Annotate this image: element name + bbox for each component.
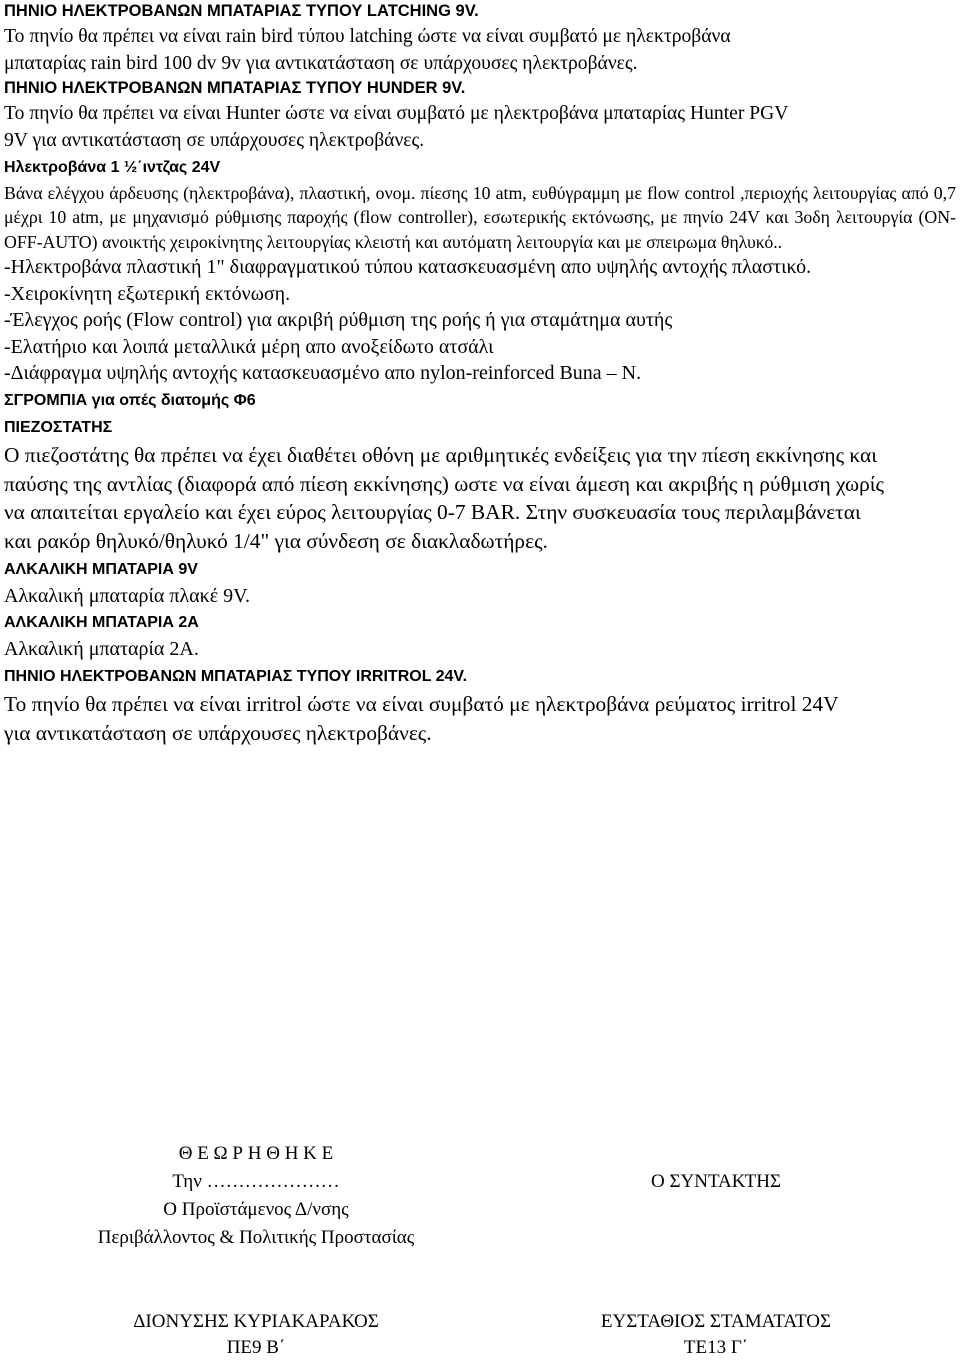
battery-2a-text: Αλκαλική μπαταρία 2A. bbox=[4, 638, 199, 661]
pressostat-line: και ρακόρ θηλυκό/θηλυκό 1/4" για σύνδεση σε διακλαδωτήρες. bbox=[4, 529, 548, 554]
valve-spec-item: -Ελατήριο και λοιπά μεταλλικά μέρη απο ανοξείδωτο ατσάλι bbox=[4, 335, 494, 358]
valve-spec-item: -Διάφραγμα υψηλής αντοχής κατασκευασμένο απο nylon-reinforced Buna – N. bbox=[4, 362, 642, 385]
signature-seen-label: Θ Ε Ω Ρ Η Θ Η Κ Ε bbox=[178, 1143, 334, 1164]
hunter-coil-heading: ΠΗΝΙΟ ΗΛΕΚΤΡΟΒΑΝΩΝ ΜΠΑΤΑΡΙΑΣ ΤΥΠΟΥ HUNDER 9V. bbox=[4, 79, 466, 97]
grommet-heading: ΣΓΡΟΜΠΙΑ για οπές διατομής Φ6 bbox=[4, 391, 256, 409]
solenoid-valve-heading: Ηλεκτροβάνα 1 ½΄ιντζας 24V bbox=[4, 159, 221, 176]
signature-left-name: ΔΙΟΝΥΣΗΣ ΚΥΡΙΑΚΑΡΑΚΟΣ bbox=[133, 1311, 379, 1332]
battery-9v-heading: ΑΛΚΑΛΙΚΗ ΜΠΑΤΑΡΙΑ 9V bbox=[4, 560, 198, 578]
signature-right-grade: ΤΕ13 Γ΄ bbox=[683, 1337, 749, 1358]
battery-9v-text: Αλκαλική μπαταρία πλακέ 9V. bbox=[4, 584, 250, 607]
signature-left-grade: ΠΕ9 Β΄ bbox=[226, 1337, 286, 1358]
signature-right-role: Ο ΣΥΝΤΑΚΤΗΣ bbox=[650, 1171, 782, 1192]
valve-spec-item: -Ηλεκτροβάνα πλαστική 1" διαφραγματικού τύπου κατασκευασμένη απο υψηλής αντοχής πλαστικό. bbox=[4, 256, 812, 279]
irritrol-coil-line-1: Το πηνίο θα πρέπει να είναι irritrol ώστε να είναι συμβατό με ηλεκτροβάνα ρεύματος irritrol 24V bbox=[4, 691, 839, 716]
battery-2a-heading: ΑΛΚΑΛΙΚΗ ΜΠΑΤΑΡΙΑ 2A bbox=[4, 614, 199, 632]
pressostat-line: να απαιτείται εργαλείο και έχει εύρος λειτουργίας 0-7 BAR. Στην συσκευασία τους περιλαμβάνεται bbox=[4, 500, 861, 525]
latching-coil-line-2: μπαταρίας rain bird 100 dv 9v για αντικατάσταση σε υπάρχουσες ηλεκτροβάνες. bbox=[4, 53, 638, 74]
signature-date-line: Την ………………… bbox=[172, 1171, 340, 1192]
signature-right-name: ΕΥΣΤΑΘΙΟΣ ΣΤΑΜΑΤΑΤΟΣ bbox=[600, 1311, 832, 1332]
pressostat-heading: ΠΙΕΖΟΣΤΑΤΗΣ bbox=[4, 418, 113, 436]
solenoid-valve-description: Βάνα ελέγχου άρδευσης (ηλεκτροβάνα), πλαστική, ονομ. πίεσης 10 atm, ευθύγραμμη με flow control ,περιοχής λειτουργίας από 0,7 μέχρι 10 atm, με μηχανισμό ρύθμισης παροχής (flow controller), εσωτερικής εκτόνωσης, με πηνίο 24V και 3οδη λειτουργία (ON-OFF-AUTO) ανοικτής χειροκίνητης λειτουργίας κλειστή και αυτόματη λειτουργία και με σπειρωμα θηλυκό.. bbox=[4, 183, 956, 252]
pressostat-line: Ο πιεζοστάτης θα πρέπει να έχει διαθέτει οθόνη με αριθμητικές ενδείξεις για την πίεση εκκίνησης και bbox=[4, 442, 877, 467]
irritrol-coil-line-2: για αντικατάσταση σε υπάρχουσες ηλεκτροβάνες. bbox=[4, 720, 432, 745]
document-body bbox=[4, 0, 956, 748]
signature-left-role-1: Ο Προϊστάμενος Δ/νσης bbox=[163, 1199, 349, 1220]
hunter-coil-line-1: Το πηνίο θα πρέπει να είναι Hunter ώστε να είναι συμβατό με ηλεκτροβάνα μπαταρίας Hunter PGV bbox=[4, 103, 789, 124]
valve-spec-item: -Χειροκίνητη εξωτερική εκτόνωση. bbox=[4, 282, 291, 305]
latching-coil-heading: ΠΗΝΙΟ ΗΛΕΚΤΡΟΒΑΝΩΝ ΜΠΑΤΑΡΙΑΣ ΤΥΠΟΥ LATCHING 9V. bbox=[4, 2, 479, 20]
pressostat-line: παύσης της αντλίας (διαφορά από πίεση εκκίνησης) ωστε να είναι άμεση και ακριβής η ρύθμιση χωρίς bbox=[4, 471, 885, 496]
hunter-coil-line-2: 9V για αντικατάσταση σε υπάρχουσες ηλεκτροβάνες. bbox=[4, 130, 425, 151]
irritrol-coil-heading: ΠΗΝΙΟ ΗΛΕΚΤΡΟΒΑΝΩΝ ΜΠΑΤΑΡΙΑΣ ΤΥΠΟΥ IRRITROL 24V. bbox=[4, 667, 468, 685]
latching-coil-line-1: Το πηνίο θα πρέπει να είναι rain bird τύπου latching ώστε να είναι συμβατό με ηλεκτροβάνα bbox=[4, 26, 731, 47]
valve-spec-item: -Έλεγχος ροής (Flow control) για ακριβή ρύθμιση της ροής ή για σταμάτημα αυτής bbox=[4, 309, 673, 332]
signature-left-role-2: Περιβάλλοντος & Πολιτικής Προστασίας bbox=[97, 1227, 415, 1248]
